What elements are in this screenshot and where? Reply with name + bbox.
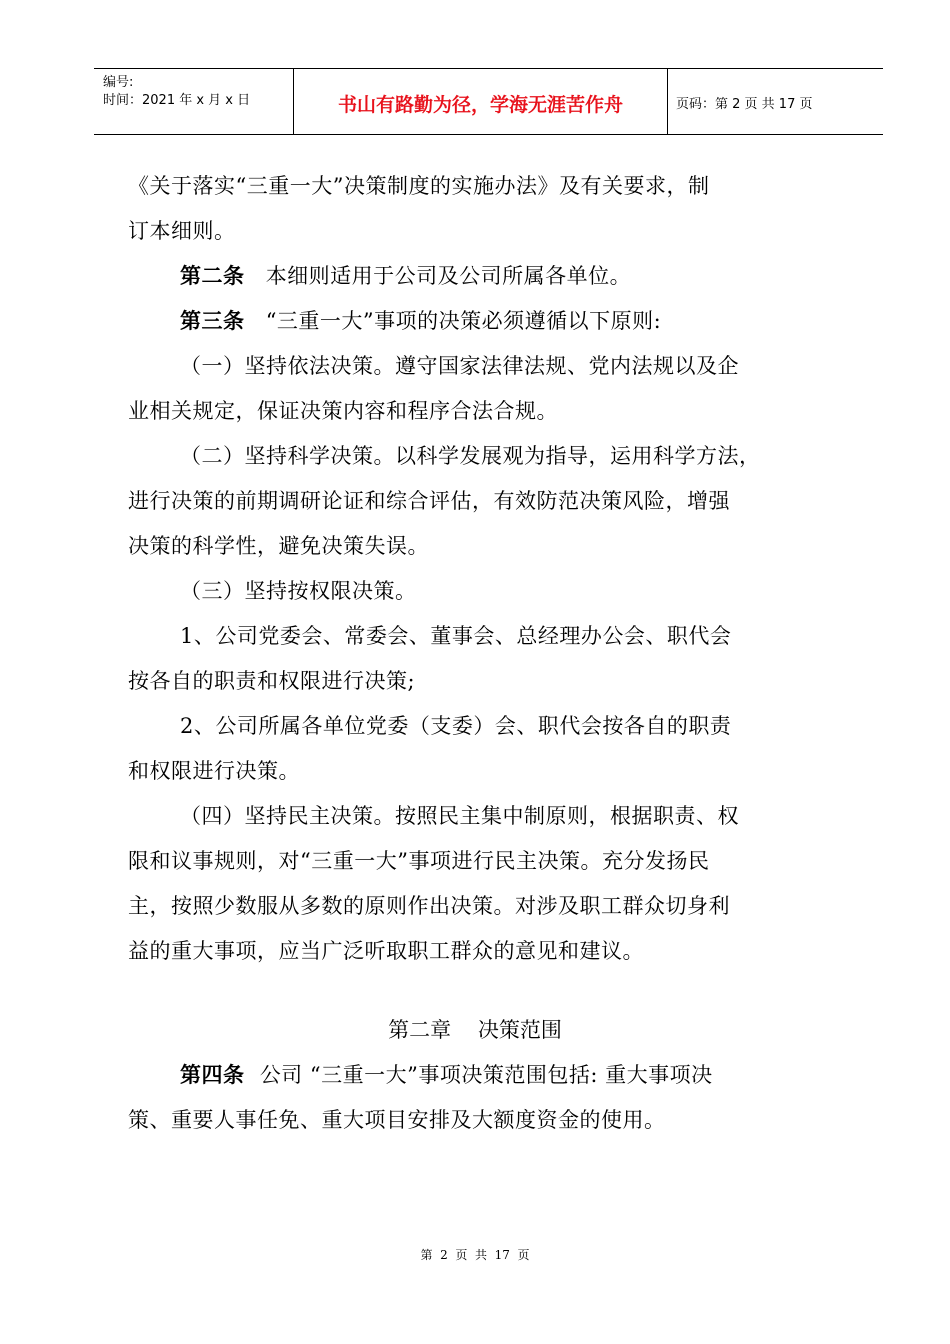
article-label: 第三条 [180, 308, 245, 333]
article-4 [180, 1061, 713, 1089]
header-motto-cell [294, 69, 668, 134]
paragraph-line: 主，按照少数服从多数的原则作出决策。对涉及职工群众切身利 [128, 894, 730, 918]
paragraph-line: （一）坚持依法决策。遵守国家法律法规、党内法规以及企 [180, 354, 739, 378]
page-footer: 第 2 页 共 17 页 [420, 1248, 530, 1262]
paragraph-line: 按各自的职责和权限进行决策; [128, 669, 416, 693]
header-table [94, 68, 883, 135]
paragraph-line: 益的重大事项，应当广泛听取职工群众的意见和建议。 [128, 939, 644, 963]
header-page-label: 页码：第 2 页 共 17 页 [676, 97, 813, 112]
paragraph-line: 进行决策的前期调研论证和综合评估，有效防范决策风险，增强 [128, 489, 730, 513]
paragraph-line: 策、重要人事任免、重大项目安排及大额度资金的使用。 [128, 1108, 666, 1132]
paragraph-line: 限和议事规则，对“三重一大”事项进行民主决策。充分发扬民 [128, 849, 710, 873]
article-3 [180, 307, 661, 335]
paragraph-line: 和权限进行决策。 [128, 759, 300, 783]
motto-text: 书山有路勤为径，学海无涯苦作舟 [337, 94, 623, 116]
paragraph-line: （四）坚持民主决策。按照民主集中制原则，根据职责、权 [180, 804, 739, 828]
article-text: “三重一大”事项的决策必须遵循以下原则: [265, 309, 662, 333]
header-meta-cell [94, 69, 294, 134]
paragraph-line: 1、公司党委会、常委会、董事会、总经理办公会、职代会 [180, 624, 732, 648]
paragraph-line: 《关于落实“三重一大”决策制度的实施办法》及有关要求，制 [128, 174, 710, 198]
paragraph-line: （三）坚持按权限决策。 [180, 579, 417, 603]
article-text: 公司 “三重一大”事项决策范围包括: 重大事项决 [259, 1063, 713, 1087]
chapter-heading: 第二章 决策范围 [388, 1018, 562, 1042]
paragraph-line: 决策的科学性，避免决策失误。 [128, 534, 429, 558]
paragraph-line: 订本细则。 [128, 219, 236, 243]
header-page-cell [668, 69, 883, 134]
article-label: 第四条 [180, 1062, 245, 1087]
doc-number-label: 编号: [103, 75, 134, 90]
article-2 [180, 262, 631, 290]
paragraph-line: （二）坚持科学决策。以科学发展观为指导，运用科学方法， [180, 444, 761, 468]
article-label: 第二条 [180, 263, 245, 288]
article-text: 本细则适用于公司及公司所属各单位。 [265, 264, 632, 288]
paragraph-line: 2、公司所属各单位党委（支委）会、职代会按各自的职责 [180, 714, 732, 738]
doc-time-label: 时间：2021 年 x 月 x 日 [103, 93, 251, 108]
paragraph-line: 业相关规定，保证决策内容和程序合法合规。 [128, 399, 558, 423]
